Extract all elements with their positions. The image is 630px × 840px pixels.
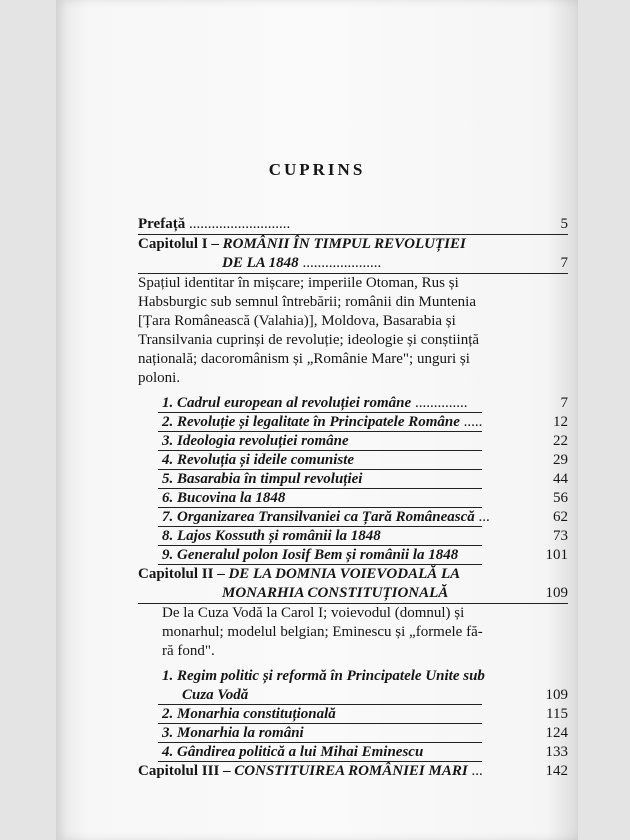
chapter-label: Capitolul III [138, 763, 220, 779]
section-title: 1. Cadrul european al revoluției române [162, 395, 412, 411]
toc-section [138, 546, 568, 565]
section-title: 9. Generalul polon Iosif Bem și românii la 1848 [162, 547, 459, 563]
entry-page: 5 [560, 216, 568, 232]
entry-dots: ........................... [188, 216, 291, 232]
section-title-line1: 1. Regim politic și reformă în Principatele Unite sub [162, 668, 485, 684]
chapter-dash: – [213, 566, 229, 582]
desc-line: națională; dacoromânism și „Românie Mare"; unguri și [138, 351, 470, 367]
entry-label: Prefață [138, 216, 186, 232]
toc-section [138, 432, 568, 451]
toc-section-line2 [138, 686, 568, 705]
toc-entry-chapter-1 [138, 235, 568, 254]
section-title: 4. Revoluția și ideile comuniste [162, 452, 355, 468]
section-title: 5. Basarabia în timpul revoluției [162, 471, 363, 487]
toc-entry-chapter-3 [138, 762, 568, 781]
section-title: 3. Ideologia revoluției române [162, 433, 349, 449]
chapter-dash: – [207, 236, 223, 252]
entry-page: 7 [560, 395, 568, 411]
chapter-dash: – [219, 763, 235, 779]
entry-page: 12 [553, 414, 568, 430]
entry-page: 56 [553, 490, 568, 506]
entry-page: 7 [560, 255, 568, 271]
toc-section [138, 508, 568, 527]
section-title-line2: Cuza Vodă [182, 687, 249, 703]
entry-page: 124 [545, 725, 568, 741]
entry-page: 73 [553, 528, 568, 544]
toc-section [138, 413, 568, 432]
desc-line: poloni. [138, 370, 181, 386]
section-title: 6. Bucovina la 1848 [162, 490, 286, 506]
entry-page: 133 [545, 744, 568, 760]
toc-entry-chapter-2-line2 [138, 584, 568, 604]
desc-line: monarhul; modelul belgian; Eminescu și „formele fă- [162, 624, 483, 640]
toc-section [138, 470, 568, 489]
section-title: 2. Revoluție și legalitate în Principatele Române [162, 414, 460, 430]
table-of-contents [138, 215, 568, 781]
desc-line: De la Cuza Vodă la Carol I; voievodul (domnul) și [162, 605, 465, 621]
chapter-label: Capitolul II [138, 566, 214, 582]
entry-page: 62 [553, 509, 568, 525]
entry-dots: ... [471, 763, 483, 779]
entry-page: 109 [545, 585, 568, 601]
entry-dots: ..................... [302, 255, 382, 271]
toc-section [138, 743, 568, 762]
entry-page: 29 [553, 452, 568, 468]
chapter-1-description [138, 274, 568, 388]
entry-page: 101 [545, 547, 568, 563]
section-title: 7. Organizarea Transilvaniei ca Țară Românească [162, 509, 475, 525]
entry-page: 115 [546, 706, 568, 722]
desc-line: ră fond". [162, 643, 215, 659]
chapter-title-line2: MONARHIA CONSTITUȚIONALĂ [222, 585, 449, 601]
toc-section [138, 527, 568, 546]
chapter-title-line1: ROMÂNII ÎN TIMPUL REVOLUȚIEI [222, 236, 466, 252]
page-title: CUPRINS [268, 160, 366, 179]
entry-page: 22 [553, 433, 568, 449]
toc-entry-preface [138, 215, 568, 235]
book-page [56, 0, 578, 840]
entry-dots: .............. [414, 395, 468, 411]
chapter-title: CONSTITUIREA ROMÂNIEI MARI [234, 763, 468, 779]
toc-entry-chapter-2 [138, 565, 568, 584]
desc-line: Spațiul identitar în mișcare; imperiile Otoman, Rus și [138, 275, 459, 291]
desc-line: Transilvania cuprinși de revoluție; ideologie și conștiință [138, 332, 480, 348]
toc-section [138, 705, 568, 724]
toc-section [138, 451, 568, 470]
chapter-label: Capitolul I [138, 236, 208, 252]
section-title: 2. Monarhia constituțională [162, 706, 336, 722]
chapter-title-line2: DE LA 1848 [222, 255, 299, 271]
section-title: 8. Lajos Kossuth și românii la 1848 [162, 528, 381, 544]
desc-line: Habsburgic sub semnul întrebării; românii din Muntenia [138, 294, 476, 310]
section-title: 3. Monarhia la români [162, 725, 304, 741]
entry-dots: ..... [463, 414, 483, 430]
entry-page: 109 [545, 687, 568, 703]
toc-section [138, 724, 568, 743]
chapter-title-line1: DE LA DOMNIA VOIEVODALĂ LA [228, 566, 461, 582]
toc-section [138, 394, 568, 413]
entry-page: 44 [553, 471, 568, 487]
toc-entry-chapter-1-line2 [138, 254, 568, 274]
toc-section [138, 489, 568, 508]
chapter-2-description [138, 604, 568, 661]
desc-line: [Țara Românească (Valahia)], Moldova, Basarabia și [138, 313, 456, 329]
entry-dots: ... [478, 509, 490, 525]
entry-page: 142 [545, 763, 568, 779]
toc-section [138, 667, 568, 686]
section-title: 4. Gândirea politică a lui Mihai Eminescu [162, 744, 424, 760]
